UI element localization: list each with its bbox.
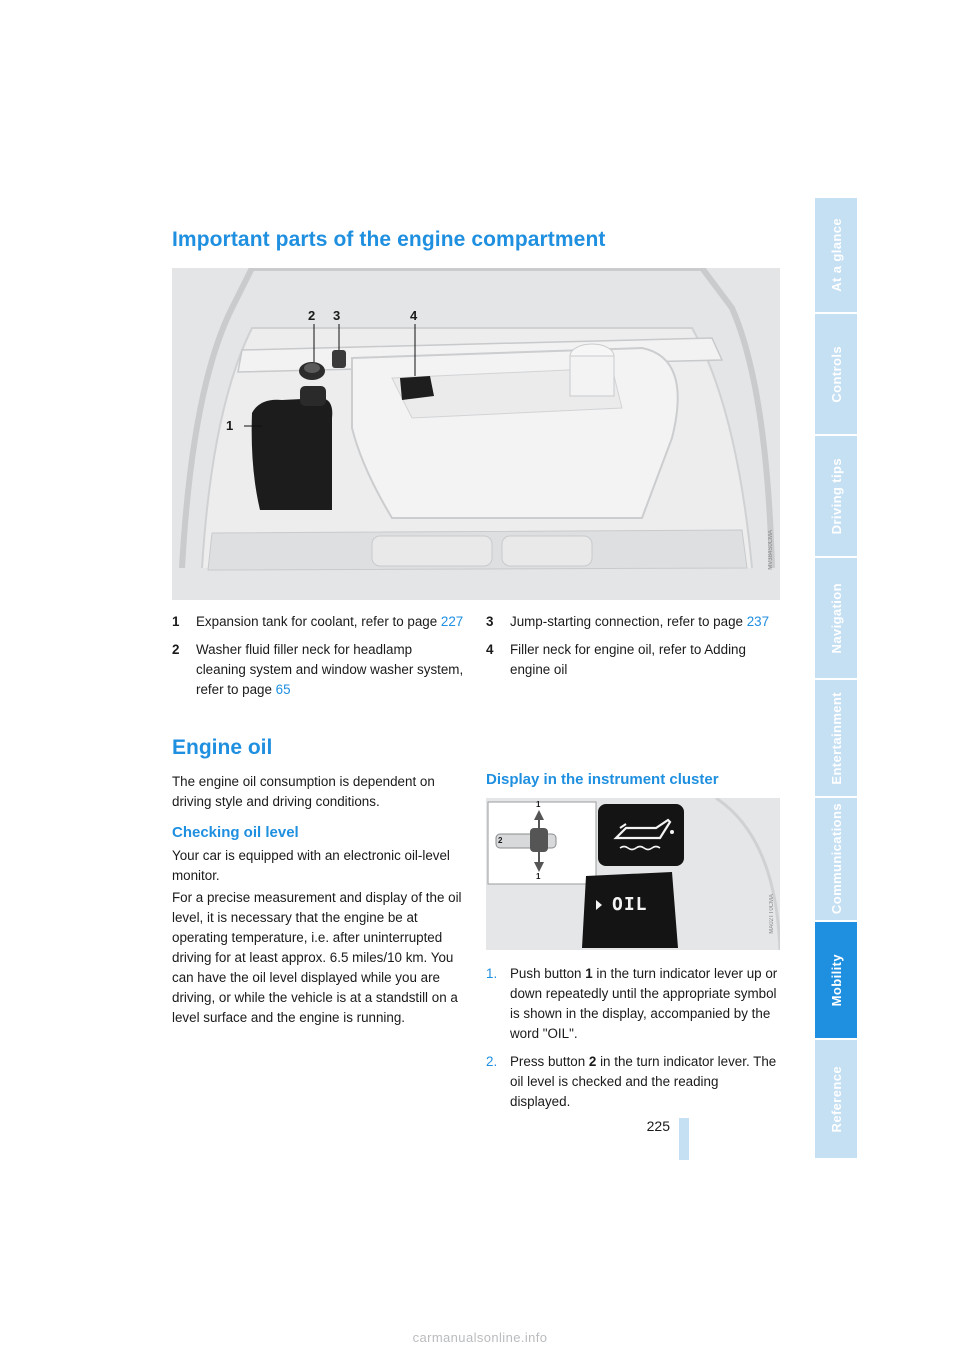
section-nav bbox=[815, 198, 857, 1160]
callout-4: 4 bbox=[410, 308, 418, 323]
steps-list bbox=[486, 964, 780, 1120]
list-item: 2. Press button 2 in the turn indicator lever. The oil level is checked and the reading displayed. bbox=[486, 1054, 777, 1109]
callout-2: 2 bbox=[308, 308, 316, 323]
page-link[interactable]: 227 bbox=[440, 614, 464, 629]
page-link[interactable]: 65 bbox=[275, 682, 291, 697]
cluster-figure-code: MA02TT0CMA bbox=[769, 894, 775, 934]
list-item: 1 Expansion tank for coolant, refer to page 227 bbox=[172, 614, 464, 629]
checking-paragraph-1: Your car is equipped with an electronic oil-level monitor. bbox=[172, 848, 450, 883]
list-item: 2 Washer fluid filler neck for headlamp cleaning system and window washer system, refer to page 65 bbox=[172, 642, 464, 697]
list-item: 4 Filler neck for engine oil, refer to Adding engine oil bbox=[486, 642, 746, 677]
heading-display-cluster: Display in the instrument cluster bbox=[486, 771, 719, 788]
tab-mobility[interactable]: Mobility bbox=[815, 922, 857, 1038]
figure-code: MV384S0CMA bbox=[768, 530, 774, 570]
heading-engine-compartment: Important parts of the engine compartment bbox=[172, 228, 606, 251]
cluster-label-1-bottom: 1 bbox=[536, 872, 541, 881]
parts-list-right bbox=[486, 612, 780, 688]
tab-at-a-glance[interactable]: At a glance bbox=[815, 198, 857, 312]
cluster-label-2: 2 bbox=[498, 836, 503, 845]
tab-reference[interactable]: Reference bbox=[815, 1040, 857, 1158]
tab-navigation[interactable]: Navigation bbox=[815, 558, 857, 678]
checking-paragraph-2: For a precise measurement and display of the oil level, it is necessary that the engine be at operating temperature, i.e. after uninterrupted driving for at least approx. 6.5 miles/10 km. You can have the oil level displayed while you are driving, or while the vehicle is at a standstill on a level surface and the engine is running. bbox=[172, 890, 462, 1025]
engine-compartment-figure bbox=[172, 268, 780, 600]
list-item: 1. Push button 1 in the turn indicator lever up or down repeatedly until the appropriate symbol is shown in the display, accompanied by the word "OIL". bbox=[486, 966, 778, 1041]
oil-display-text: OIL bbox=[612, 894, 648, 915]
list-item: 3 Jump-starting connection, refer to page 237 bbox=[486, 614, 770, 629]
tab-communications[interactable]: Communications bbox=[815, 798, 857, 920]
parts-list-left bbox=[172, 612, 464, 708]
page-number-bar bbox=[679, 1118, 689, 1160]
page-number: 225 bbox=[646, 1118, 670, 1134]
tab-controls[interactable]: Controls bbox=[815, 314, 857, 434]
heading-engine-oil: Engine oil bbox=[172, 736, 273, 759]
instrument-cluster-figure bbox=[486, 798, 780, 950]
watermark: carmanualsonline.info bbox=[412, 1330, 548, 1345]
tab-entertainment[interactable]: Entertainment bbox=[815, 680, 857, 796]
cluster-label-1-top: 1 bbox=[536, 800, 541, 809]
callout-1: 1 bbox=[226, 418, 234, 433]
oil-intro: The engine oil consumption is dependent on driving style and driving conditions. bbox=[172, 774, 435, 809]
callout-3: 3 bbox=[333, 308, 341, 323]
page-link[interactable]: 237 bbox=[746, 614, 770, 629]
heading-checking-oil: Checking oil level bbox=[172, 824, 299, 841]
tab-driving-tips[interactable]: Driving tips bbox=[815, 436, 857, 556]
